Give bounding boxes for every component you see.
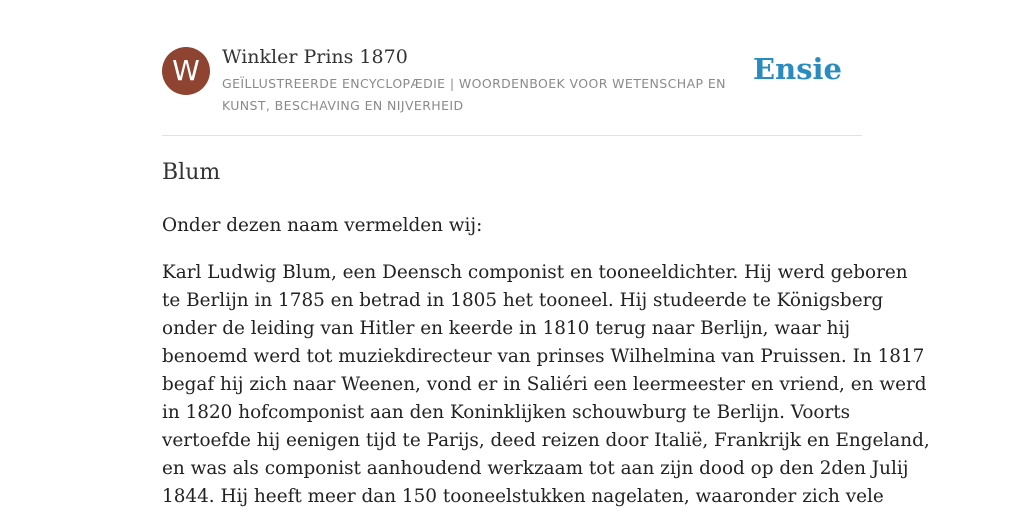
source-title[interactable]: Winkler Prins 1870	[222, 46, 408, 68]
article-intro: Onder dezen naam vermelden wij:	[162, 215, 483, 236]
body-line: vertoefde hij eenigen tijd te Parijs, deed reizen door Italië, Frankrijk en Engeland,	[162, 430, 930, 451]
ensie-logo[interactable]: Ensie	[753, 52, 842, 86]
body-line: te Berlijn in 1785 en betrad in 1805 het tooneel. Hij studeerde te Königsberg	[162, 290, 884, 311]
body-line: Karl Ludwig Blum, een Deensch componist en tooneeldichter. Hij werd geboren	[162, 262, 908, 283]
body-line: in 1820 hofcomponist aan den Koninklijken schouwburg te Berlijn. Voorts	[162, 402, 851, 423]
body-line: benoemd werd tot muziekdirecteur van prinses Wilhelmina van Pruissen. In 1817	[162, 346, 925, 367]
article-body	[162, 259, 930, 511]
source-subtitle: GEÏLLUSTREERDE ENCYCLOPÆDIE | WOORDENBOEK VOOR WETENSCHAP EN KUNST, BESCHAVING EN NIJVERHEID	[222, 76, 726, 113]
body-line: onder de leiding van Hitler en keerde in 1810 terug naar Berlijn, waar hij	[162, 318, 851, 339]
body-line: en was als componist aanhoudend werkzaam tot aan zijn dood op den 2den Julij	[162, 458, 909, 479]
article-title: Blum	[162, 160, 221, 185]
source-avatar[interactable]: W	[162, 47, 210, 95]
body-line: begaf hij zich naar Weenen, vond er in Saliéri een leermeester en vriend, en werd	[162, 374, 927, 395]
source-header	[162, 0, 862, 136]
body-line: 1844. Hij heeft meer dan 150 tooneelstukken nagelaten, waaronder zich vele	[162, 486, 884, 507]
page-container	[162, 0, 930, 507]
